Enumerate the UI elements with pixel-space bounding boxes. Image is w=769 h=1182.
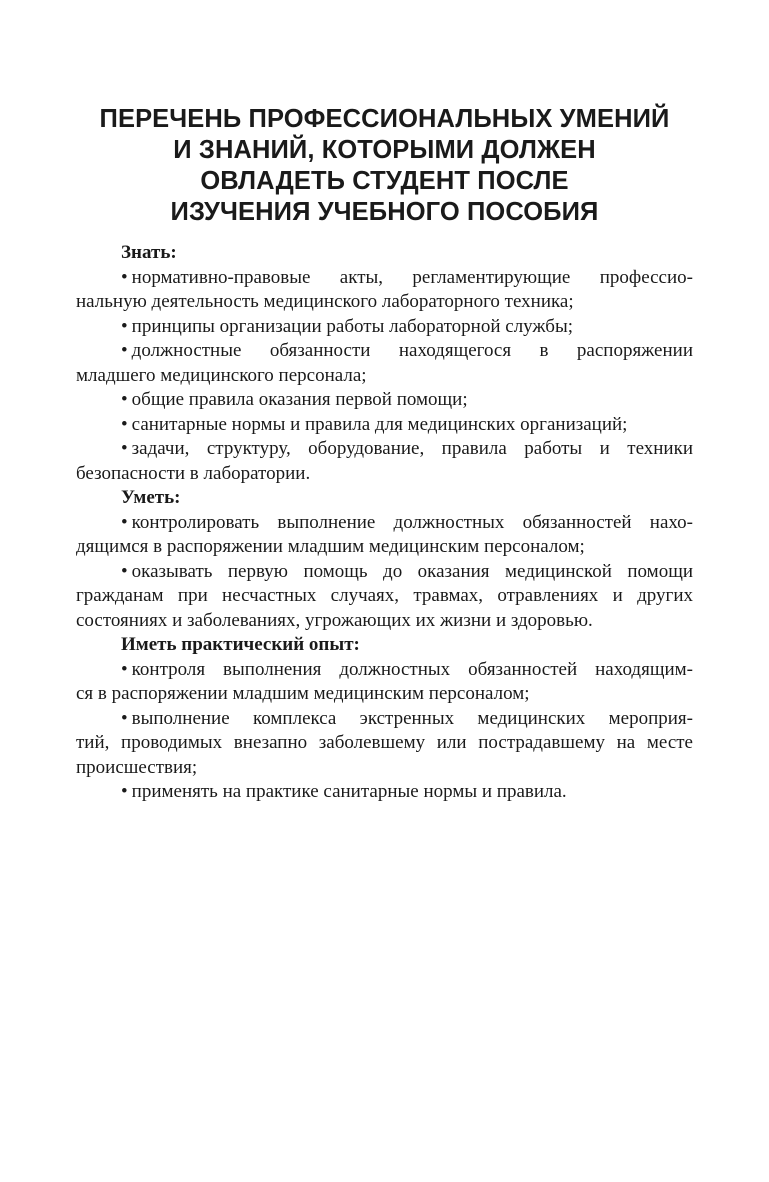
list-item [76,388,693,413]
item-line: гражданам при несчастных случаях, травмах, отравлениях и других [76,585,693,606]
section-heading: Уметь: [121,487,181,508]
list-item [76,413,693,438]
item-line: • контроля выполнения должностных обязанностей находящим- [76,658,693,683]
list-item [76,339,693,388]
bullet-icon: • [121,389,128,410]
item-line: • задачи, структуру, оборудование, правила работы и техники [76,437,693,462]
list-item [76,437,693,486]
bullet-icon: • [121,560,128,582]
item-line: • санитарные нормы и правила для медицинских организаций; [76,413,693,438]
item-line: безопасности в лаборатории. [76,462,311,484]
competency-list [76,241,693,805]
item-line: младшего медицинского персонала; [76,364,367,386]
section-know [76,241,693,486]
bullet-icon: • [121,438,128,459]
bullet-icon: • [121,511,128,533]
item-line: • оказывать первую помощь до оказания медицинской помощи [76,560,693,585]
item-line: • принципы организации работы лабораторной службы; [76,315,693,340]
bullet-icon: • [121,707,128,729]
bullet-icon: • [121,658,128,680]
item-line: дящимся в распоряжении младшим медицинским персоналом; [76,536,585,557]
list-item [76,780,693,805]
list-item [76,658,693,707]
list-item [76,266,693,315]
list-item [76,707,693,781]
section-heading: Иметь практический опыт: [121,634,360,655]
item-line: • применять на практике санитарные нормы и правила. [76,780,693,805]
section-can [76,486,693,633]
section-heading: Знать: [121,242,177,263]
section-practice [76,633,693,805]
item-line: • должностные обязанности находящегося в распоряжении [76,339,693,364]
list-item [76,511,693,560]
title-line: ОВЛАДЕТЬ СТУДЕНТ ПОСЛЕ [200,167,569,195]
item-line: состояниях и заболеваниях, угрожающих их жизни и здоровью. [76,609,593,631]
bullet-icon: • [121,413,128,435]
item-line: • нормативно-правовые акты, регламентирующие профессио- [76,266,693,291]
item-line: • выполнение комплекса экстренных медицинских мероприя- [76,707,693,732]
bullet-icon: • [121,266,128,288]
bullet-icon: • [121,781,128,802]
list-item [76,315,693,340]
item-line: • общие правила оказания первой помощи; [76,388,693,413]
title-line: И ЗНАНИЙ, КОТОРЫМИ ДОЛЖЕН [173,136,596,164]
page-title [60,104,709,228]
list-item [76,560,693,634]
bullet-icon: • [121,315,128,337]
title-line: ПЕРЕЧЕНЬ ПРОФЕССИОНАЛЬНЫХ УМЕНИЙ [99,105,670,133]
item-line: ся в распоряжении младшим медицинским персоналом; [76,683,530,704]
item-line: тий, проводимых внезапно заболевшему или пострадавшему на месте [76,732,693,753]
title-line: ИЗУЧЕНИЯ УЧЕБНОГО ПОСОБИЯ [170,198,599,226]
item-line: • контролировать выполнение должностных обязанностей нахо- [76,511,693,536]
item-line: происшествия; [76,756,198,778]
item-line: нальную деятельность медицинского лабораторного техника; [76,291,574,312]
bullet-icon: • [121,340,128,361]
